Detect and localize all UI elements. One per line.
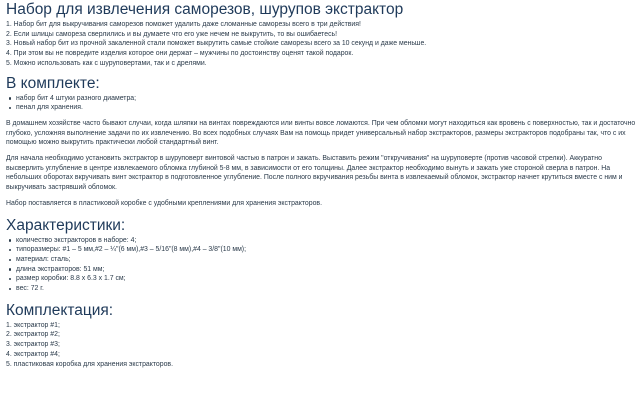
complect-list [6, 321, 640, 370]
page-title: Набор для извлечения саморезов, шурупов экстрактор [6, 1, 404, 18]
specs-list [6, 236, 640, 294]
list-item: размер коробки: 8.8 x 6.3 x 1.7 см; [16, 274, 640, 284]
list-item: длина экстракторов: 51 мм; [16, 265, 640, 275]
paragraph-usage-cases: В домашнем хозяйстве часто бывают случаи, когда шляпки на винтах повреждаются или винты вовсе ломаются. При чем обломки могут находиться как вровень с поверхностью, так и достаточно глубоко, усложняя выполнение задачи по их извлечению. Во всех подобных случаях Вам на помощь придет универсальный набор экстракторов, размеры экстракторов подобраны так, что с их помощью можно выкрутить практически любой стандартный винт. [6, 119, 636, 147]
list-item: 3. Новый набор бит из прочной закаленной стали поможет выкрутить самые стойкие саморезы всего за 10 секунд и даже меньше. [6, 40, 427, 48]
list-item: 3. экстрактор #3; [6, 341, 60, 349]
list-item: типоразмеры: #1 – 5 мм,#2 – ¼"(6 мм),#3 – 5/16"(8 мм),#4 – 3/8"(10 мм); [16, 245, 640, 255]
kit-heading: В комплекте: [6, 74, 100, 92]
list-item: 5. пластиковая коробка для хранения экстракторов. [6, 360, 173, 368]
list-item: 4. При этом вы не повредите изделия которое они держат – мужчины по достоинству оценят такой подарок. [6, 50, 354, 58]
list-item: количество экстракторов в наборе: 4; [16, 236, 640, 246]
list-item: 4. экстрактор #4; [6, 350, 60, 358]
list-item: 2. экстрактор #2; [6, 331, 60, 339]
paragraph-instructions: Для начала необходимо установить экстрактор в шуруповерт винтовой частью в патрон и зажать. Выставить режим "откручивания" на шуруповерте (против часовой стрелки). Аккуратно высверлить углубление в центре извлекаемого обломка глубиной 5-8 мм, в зависимости от его толщины. Далее экстрактор необходимо вынуть и зажать уже стороной сверла в патрон. На небольших оборотах вкручивать винт экстрактор в подготовленное углубление. После полного вкручивания резьбы винта в извлекаемый обломок, экстрактор начнет крутиться вместе с ним и выкручивать застрявший обломок. [6, 155, 623, 192]
list-item: набор бит 4 штуки разного диаметра; [16, 94, 640, 104]
list-item: 2. Если шлицы самореза сверлились и вы думаете что его уже нечем не выкрутить, то вы ошибаетесь! [6, 30, 338, 38]
intro-list [6, 20, 640, 69]
specs-heading: Характеристики: [6, 216, 126, 234]
list-item: 1. Набор бит для выкручивания саморезов поможет удалить даже сломанные саморезы всего в три действия! [6, 21, 361, 28]
list-item: пенал для хранения. [16, 103, 640, 113]
list-item: вес: 72 г. [16, 284, 640, 294]
complect-heading: Комплектация: [6, 301, 114, 319]
list-item: 5. Можно использовать как с шуруповертами, так и с дрелями. [6, 59, 207, 67]
list-item: 1. экстрактор #1; [6, 321, 60, 329]
paragraph-packaging: Набор поставляется в пластиковой коробке с удобными креплениями для хранения экстракторов. [6, 199, 323, 207]
kit-list [6, 94, 640, 113]
list-item: материал: сталь; [16, 255, 640, 265]
